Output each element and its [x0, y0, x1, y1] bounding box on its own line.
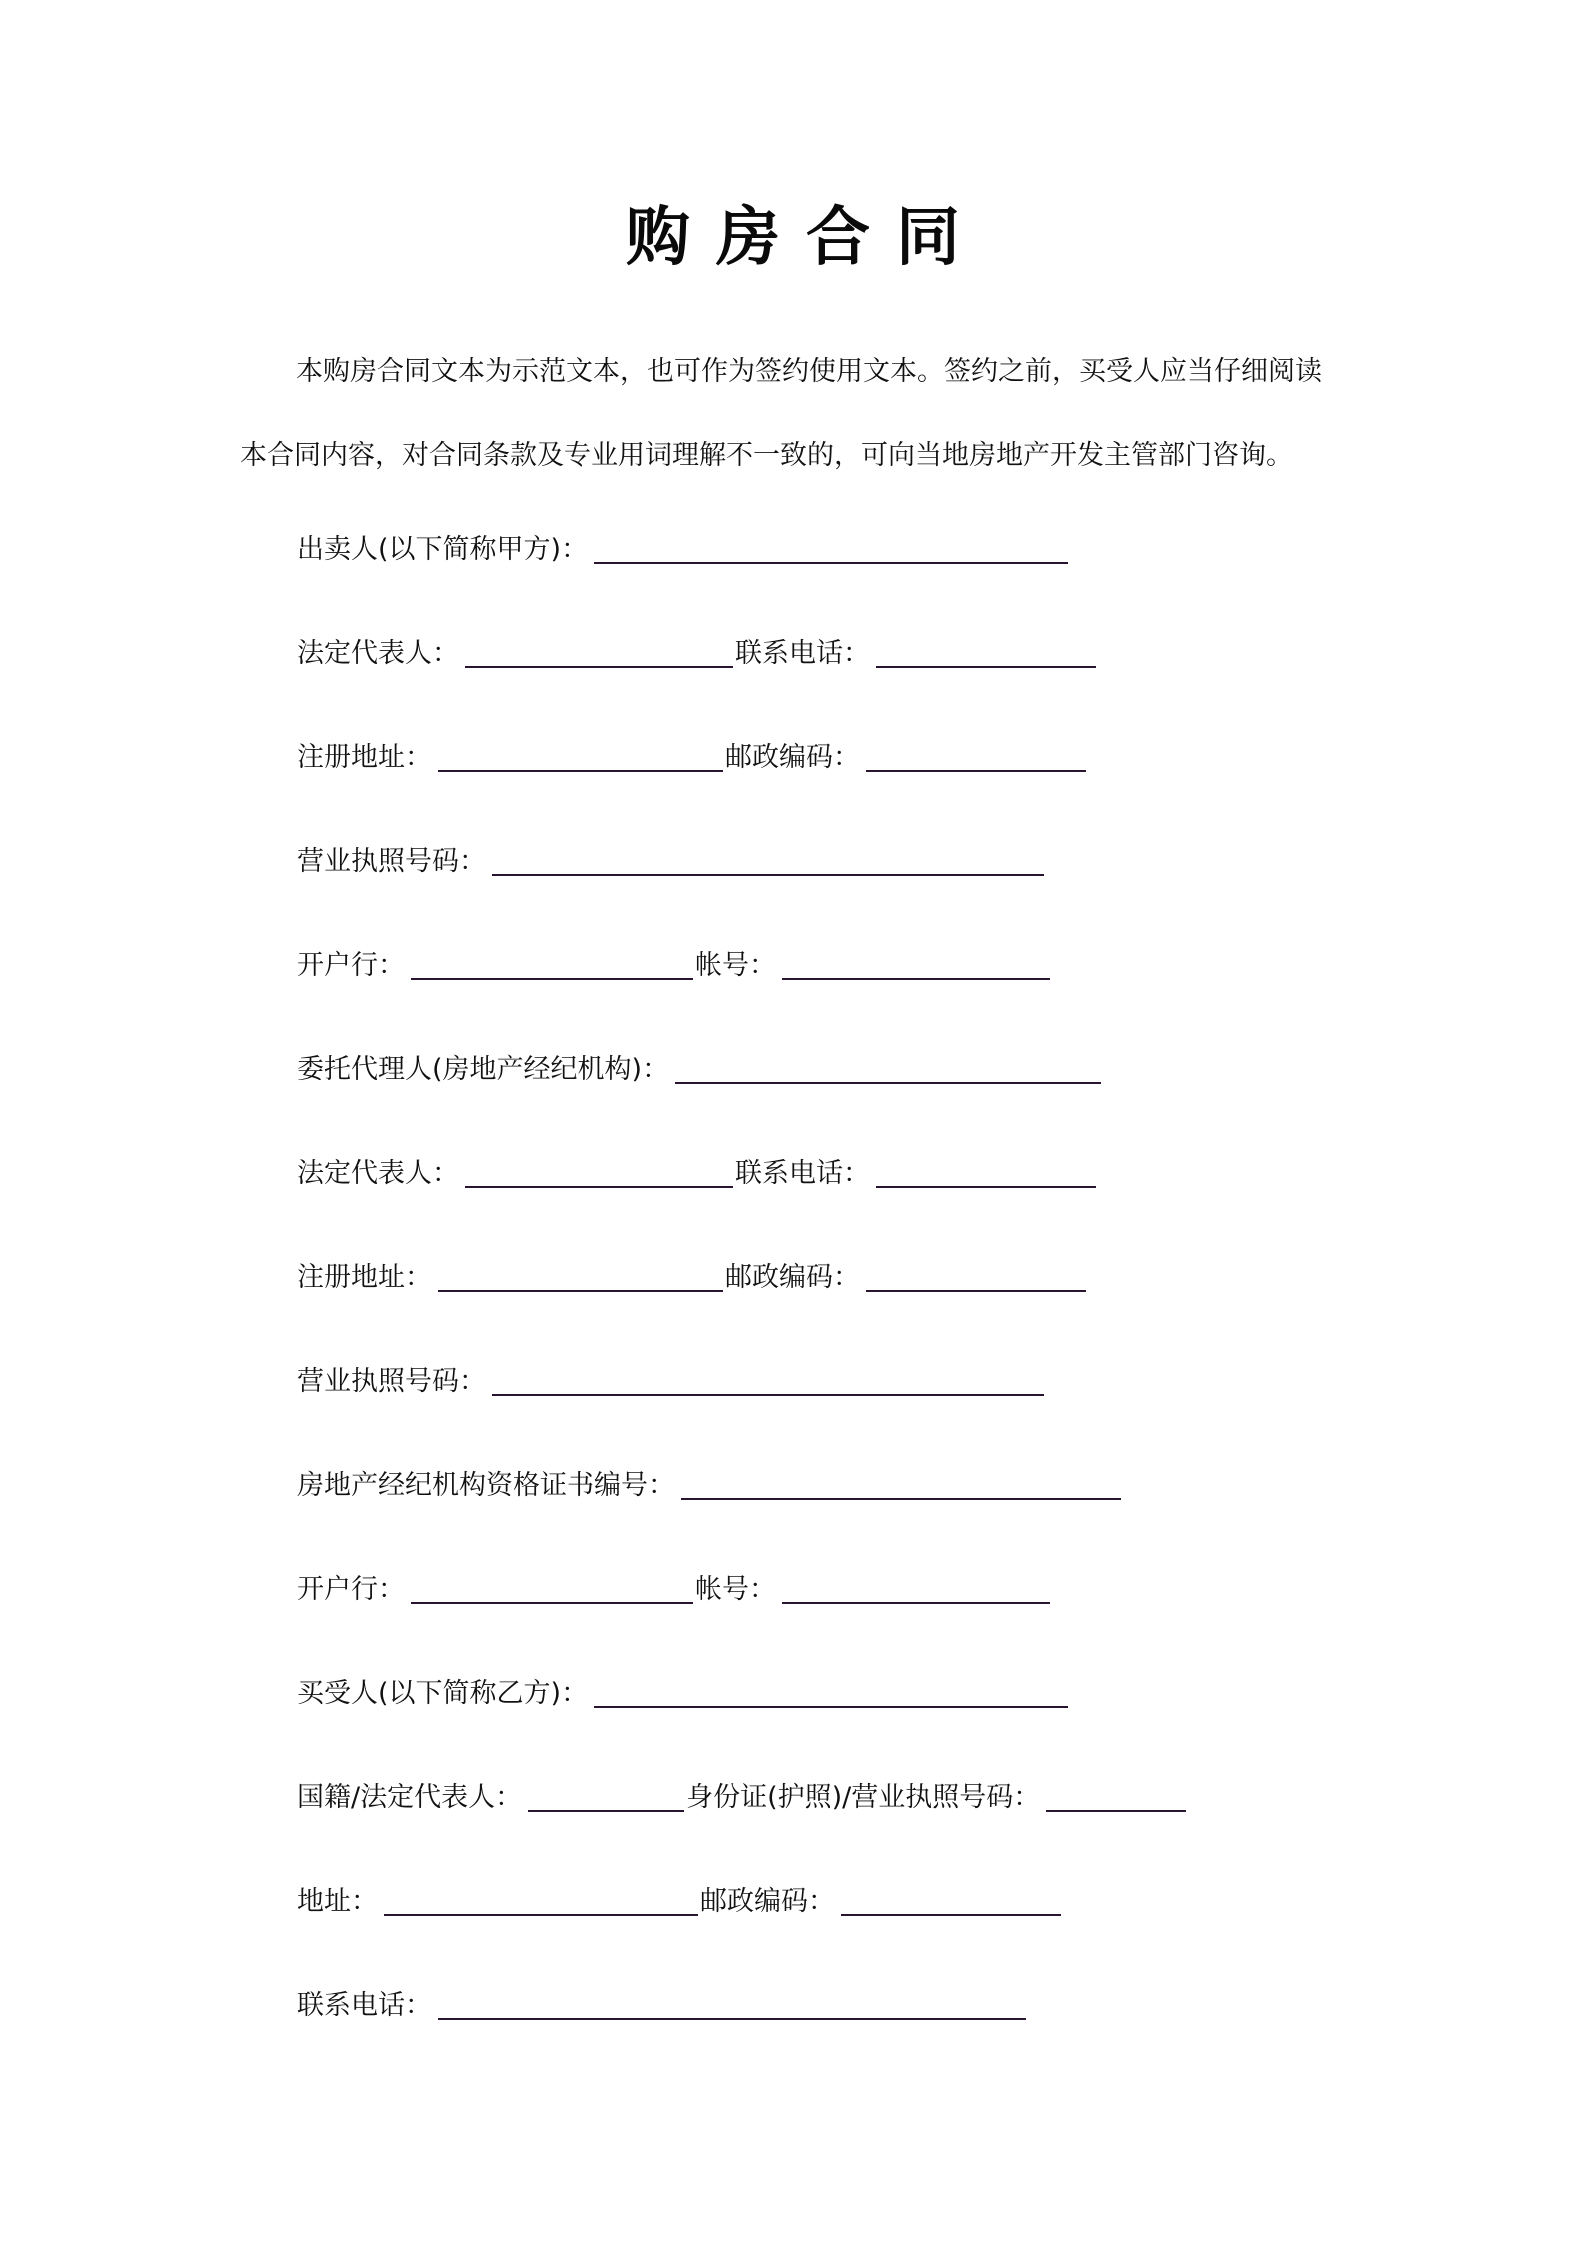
agent-cert-label: 房地产经纪机构资格证书编号：: [297, 1470, 675, 1501]
agent-license-row: [297, 1362, 1044, 1402]
buyer-nationality-label: 国籍/法定代表人：: [297, 1782, 523, 1813]
buyer-label: 买受人(以下简称乙方)：: [297, 1678, 589, 1709]
agent-phone-label: 联系电话：: [735, 1158, 870, 1189]
buyer-id-blank[interactable]: [1046, 1780, 1186, 1812]
agent-bank-blank[interactable]: [411, 1572, 693, 1604]
seller-license-blank[interactable]: [492, 844, 1044, 876]
buyer-blank[interactable]: [594, 1676, 1068, 1708]
buyer-phone-blank[interactable]: [438, 1988, 1026, 2020]
intro-line-1: 本购房合同文本为示范文本，也可作为签约使用文本。签约之前，买受人应当仔细阅读: [296, 356, 1322, 387]
seller-blank[interactable]: [594, 532, 1068, 564]
buyer-address-label: 地址：: [297, 1886, 378, 1917]
buyer-phone-row: [297, 1986, 1026, 2026]
intro-line-2: 本合同内容，对合同条款及专业用词理解不一致的，可向当地房地产开发主管部门咨询。: [240, 440, 1293, 471]
buyer-address-row: [297, 1882, 1061, 1922]
agent-row: [297, 1050, 1101, 1090]
agent-postcode-blank[interactable]: [866, 1260, 1086, 1292]
agent-bank-label: 开户行：: [297, 1574, 405, 1605]
buyer-postcode-label: 邮政编码：: [700, 1886, 835, 1917]
seller-rep-blank[interactable]: [465, 636, 733, 668]
seller-label: 出卖人(以下简称甲方)：: [297, 534, 589, 565]
buyer-phone-label: 联系电话：: [297, 1990, 432, 2021]
agent-phone-blank[interactable]: [876, 1156, 1096, 1188]
seller-rep-row: [297, 634, 1096, 674]
seller-bank-blank[interactable]: [411, 948, 693, 980]
agent-postcode-label: 邮政编码：: [725, 1262, 860, 1293]
buyer-id-label: 身份证(护照)/营业执照号码：: [686, 1782, 1041, 1813]
seller-postcode-label: 邮政编码：: [725, 742, 860, 773]
agent-cert-row: [297, 1466, 1121, 1506]
seller-phone-blank[interactable]: [876, 636, 1096, 668]
agent-blank[interactable]: [675, 1052, 1101, 1084]
agent-rep-row: [297, 1154, 1096, 1194]
agent-label: 委托代理人(房地产经纪机构)：: [297, 1054, 670, 1085]
buyer-nationality-row: [297, 1778, 1186, 1818]
buyer-postcode-blank[interactable]: [841, 1884, 1061, 1916]
agent-account-label: 帐号：: [695, 1574, 776, 1605]
intro-paragraph: [240, 330, 1360, 498]
seller-postcode-blank[interactable]: [866, 740, 1086, 772]
seller-rep-label: 法定代表人：: [297, 638, 459, 669]
buyer-address-blank[interactable]: [384, 1884, 698, 1916]
seller-address-row: [297, 738, 1086, 778]
seller-address-label: 注册地址：: [297, 742, 432, 773]
agent-cert-blank[interactable]: [681, 1468, 1121, 1500]
agent-address-label: 注册地址：: [297, 1262, 432, 1293]
buyer-row: [297, 1674, 1068, 1714]
agent-account-blank[interactable]: [782, 1572, 1050, 1604]
agent-address-blank[interactable]: [438, 1260, 723, 1292]
seller-license-row: [297, 842, 1044, 882]
seller-address-blank[interactable]: [438, 740, 723, 772]
agent-license-label: 营业执照号码：: [297, 1366, 486, 1397]
seller-phone-label: 联系电话：: [735, 638, 870, 669]
seller-account-blank[interactable]: [782, 948, 1050, 980]
buyer-nationality-blank[interactable]: [528, 1780, 684, 1812]
seller-row: [297, 530, 1068, 570]
agent-address-row: [297, 1258, 1086, 1298]
agent-bank-row: [297, 1570, 1050, 1610]
page-title: 购房合同: [626, 201, 986, 275]
seller-license-label: 营业执照号码：: [297, 846, 486, 877]
seller-bank-label: 开户行：: [297, 950, 405, 981]
seller-account-label: 帐号：: [695, 950, 776, 981]
seller-bank-row: [297, 946, 1050, 986]
agent-rep-label: 法定代表人：: [297, 1158, 459, 1189]
agent-license-blank[interactable]: [492, 1364, 1044, 1396]
agent-rep-blank[interactable]: [465, 1156, 733, 1188]
